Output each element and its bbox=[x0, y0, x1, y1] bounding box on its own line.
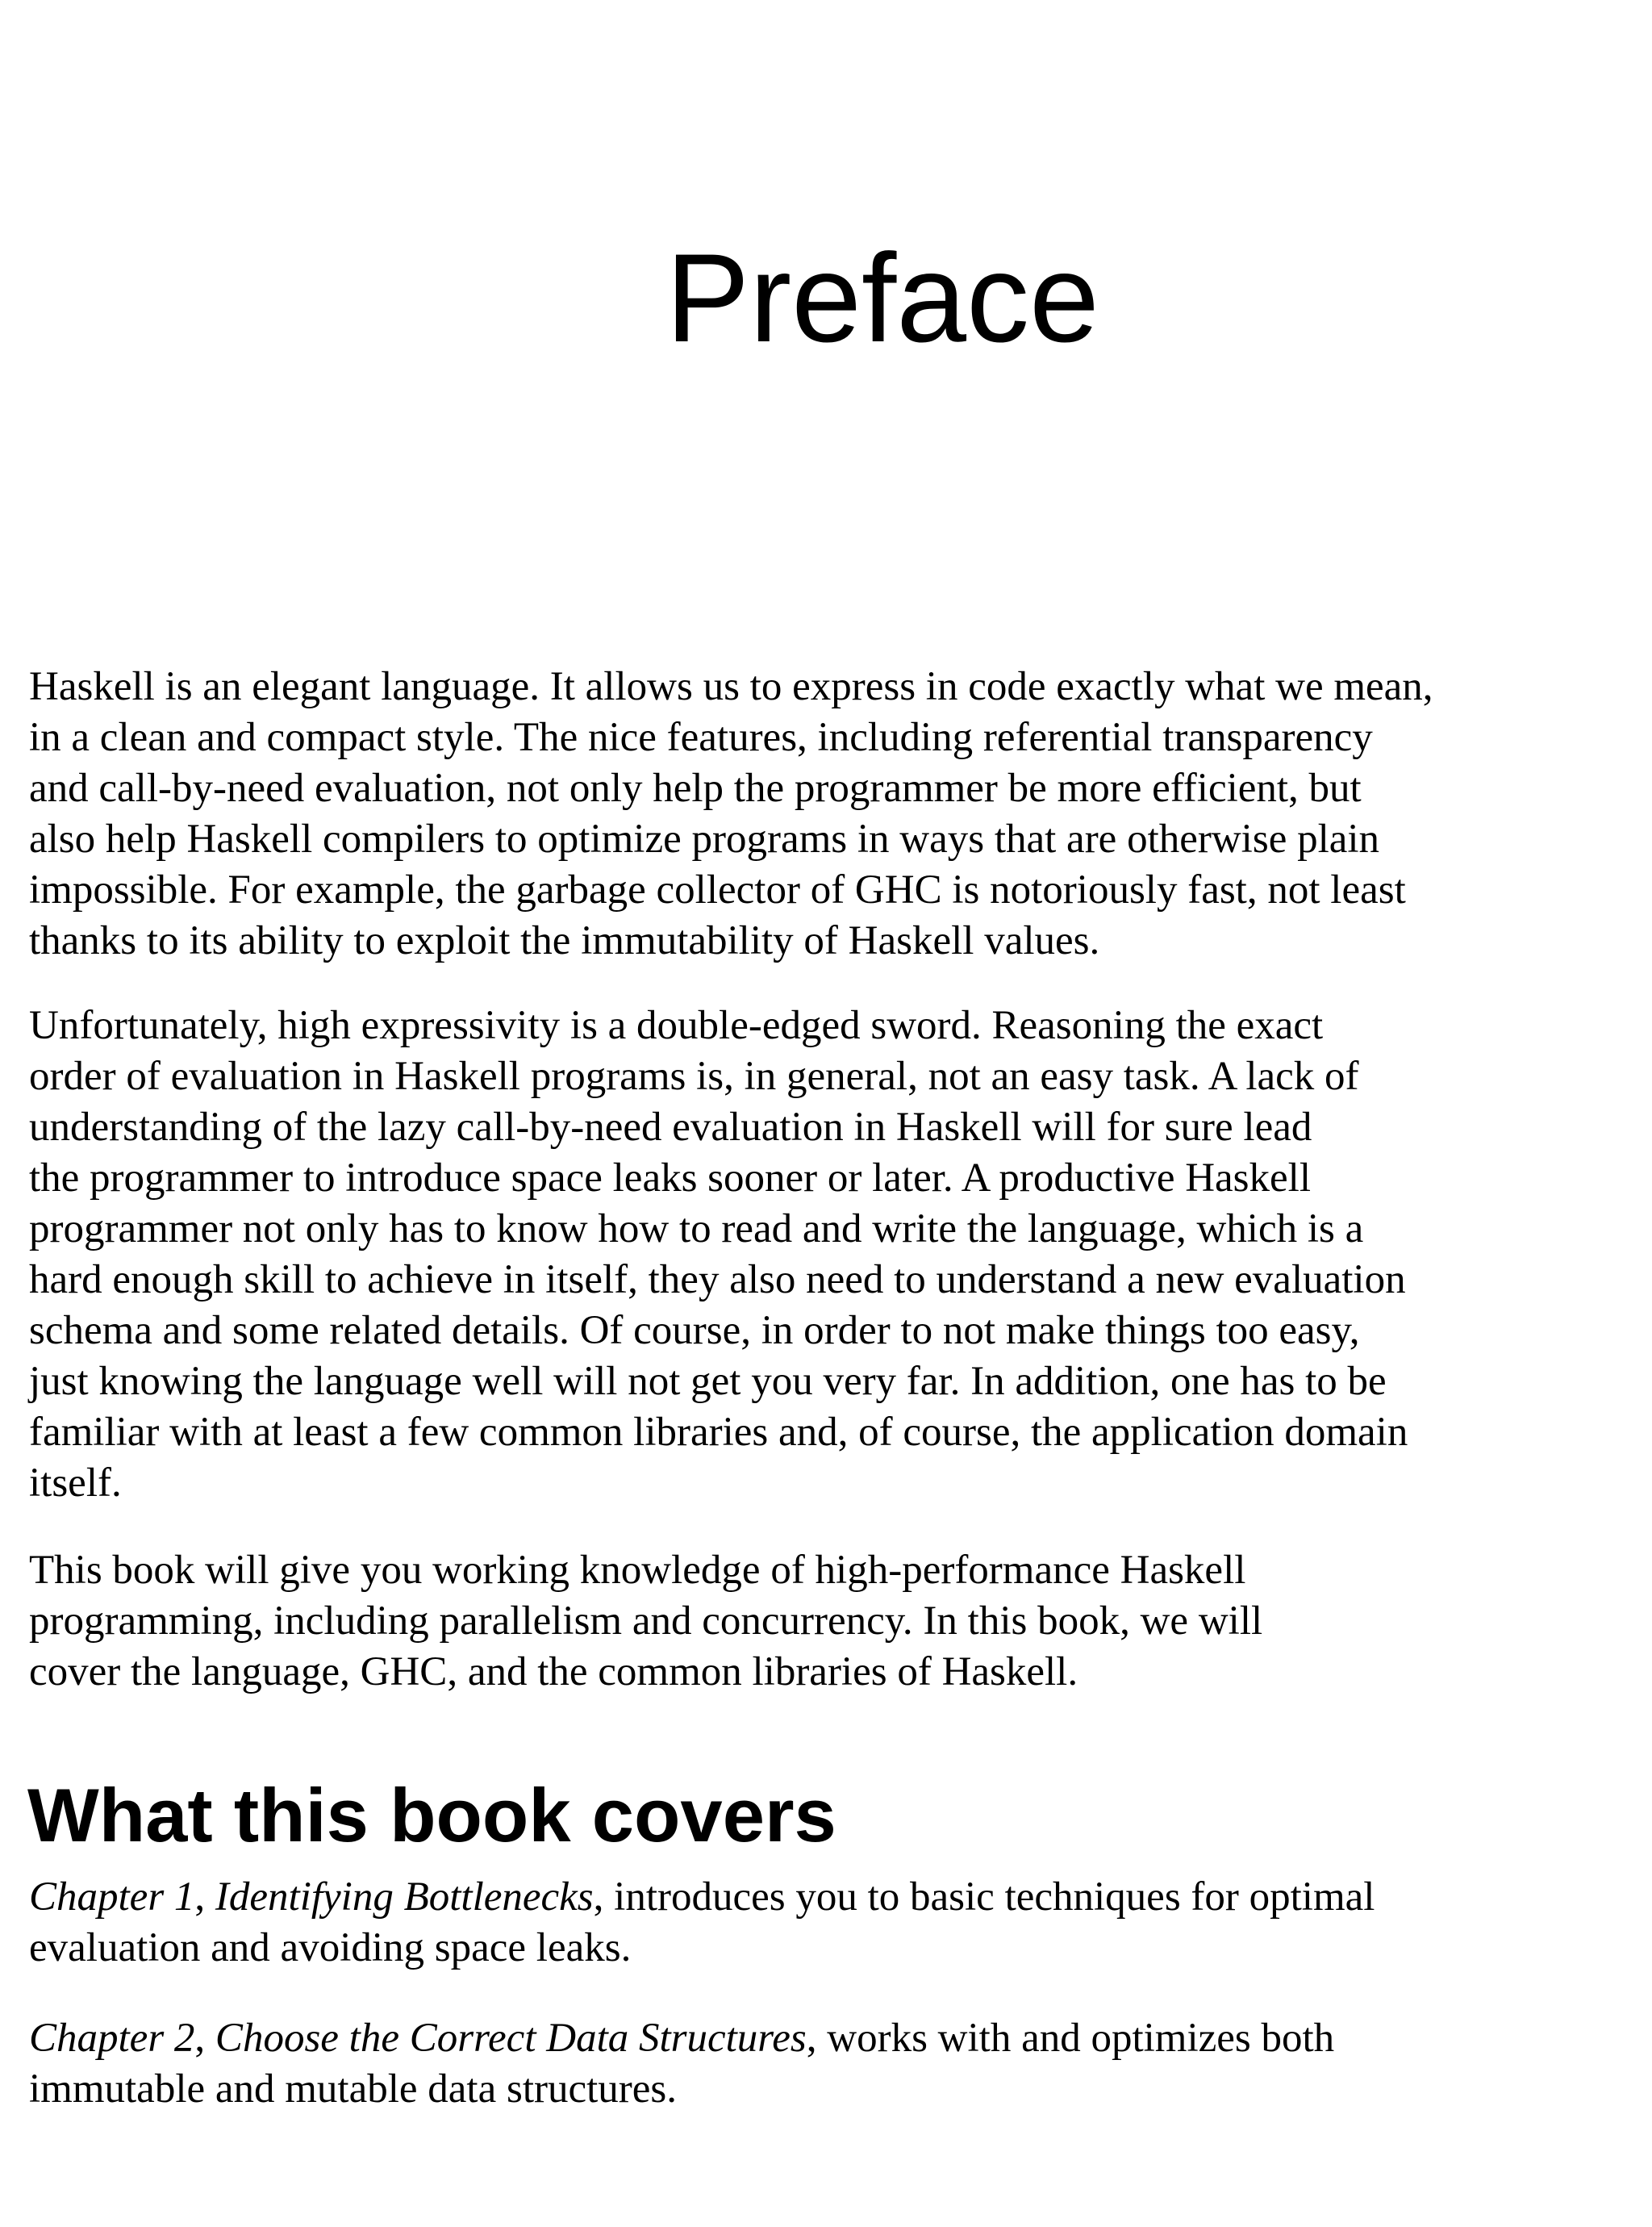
page-title: Preface bbox=[665, 228, 1099, 369]
text-line: order of evaluation in Haskell programs is, in general, not an easy task. A lack of bbox=[29, 1054, 1359, 1099]
text-line: familiar with at least a few common libraries and, of course, the application domain bbox=[29, 1410, 1408, 1455]
text-line: programmer not only has to know how to read and write the language, which is a bbox=[29, 1206, 1364, 1251]
text-line: and call-by-need evaluation, not only help the programmer be more efficient, but bbox=[29, 766, 1362, 811]
separator: , bbox=[194, 1874, 215, 1920]
section-heading: What this book covers bbox=[27, 1773, 836, 1857]
text-line: evaluation and avoiding space leaks. bbox=[29, 1925, 632, 1970]
separator: , bbox=[194, 2016, 215, 2061]
intro-paragraph-1 bbox=[29, 662, 1634, 967]
chapter-description: , works with and optimizes both bbox=[806, 2016, 1335, 2061]
chapter-description: , introduces you to basic techniques for optimal bbox=[593, 1874, 1375, 1920]
chapter-summary-2 bbox=[29, 2013, 1634, 2115]
text-line: impossible. For example, the garbage collector of GHC is notoriously fast, not least bbox=[29, 867, 1406, 913]
text-line: programming, including parallelism and concurrency. In this book, we will bbox=[29, 1598, 1263, 1644]
text-line: also help Haskell compilers to optimize programs in ways that are otherwise plain bbox=[29, 817, 1380, 862]
text-line: thanks to its ability to exploit the immutability of Haskell values. bbox=[29, 918, 1100, 963]
intro-paragraph-2 bbox=[29, 1001, 1634, 1509]
text-line: itself. bbox=[29, 1460, 122, 1506]
text-line: Haskell is an elegant language. It allows us to express in code exactly what we mean, bbox=[29, 664, 1433, 709]
chapter-title: Identifying Bottlenecks bbox=[215, 1874, 594, 1920]
text-line: cover the language, GHC, and the common libraries of Haskell. bbox=[29, 1649, 1078, 1694]
text-line: schema and some related details. Of course, in order to not make things too easy, bbox=[29, 1308, 1360, 1353]
chapter-summary-1 bbox=[29, 1872, 1634, 1974]
text-line bbox=[29, 2013, 1634, 2064]
text-line: Unfortunately, high expressivity is a double-edged sword. Reasoning the exact bbox=[29, 1003, 1324, 1048]
text-line: the programmer to introduce space leaks sooner or later. A productive Haskell bbox=[29, 1155, 1311, 1201]
text-line: just knowing the language well will not get you very far. In addition, one has to be bbox=[29, 1359, 1387, 1404]
chapter-title: Choose the Correct Data Structures bbox=[215, 2016, 807, 2061]
chapter-number: Chapter 1 bbox=[29, 1874, 195, 1920]
text-line: hard enough skill to achieve in itself, they also need to understand a new evaluation bbox=[29, 1257, 1406, 1302]
text-line: This book will give you working knowledge of high-performance Haskell bbox=[29, 1548, 1246, 1593]
text-line bbox=[29, 1872, 1634, 1923]
intro-paragraph-3 bbox=[29, 1545, 1634, 1698]
text-line: understanding of the lazy call-by-need evaluation in Haskell will for sure lead bbox=[29, 1105, 1312, 1150]
chapter-number: Chapter 2 bbox=[29, 2016, 195, 2061]
text-line: in a clean and compact style. The nice features, including referential transparency bbox=[29, 715, 1373, 760]
text-line: immutable and mutable data structures. bbox=[29, 2066, 678, 2112]
